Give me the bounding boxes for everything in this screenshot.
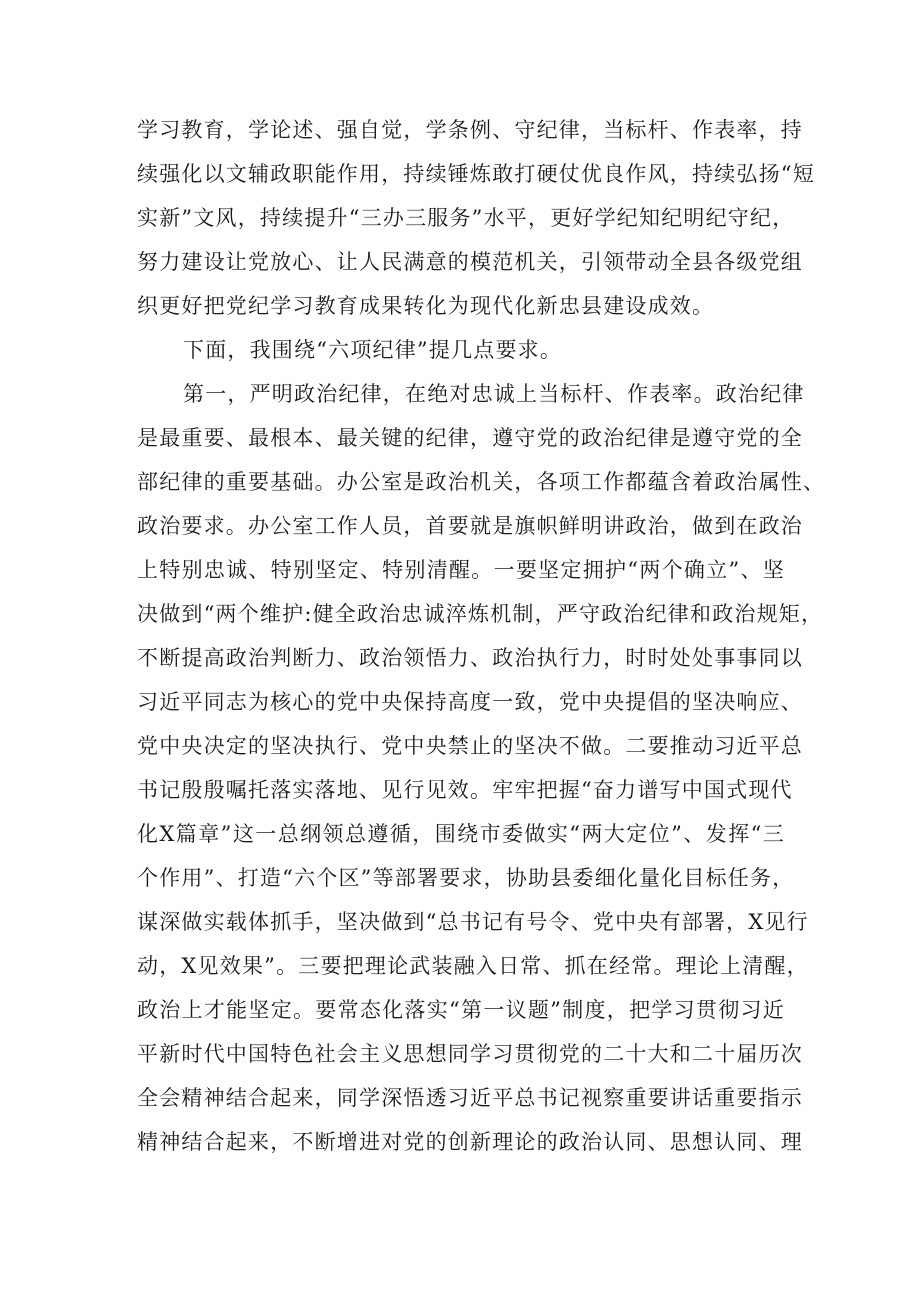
text-line: 上特别忠诚、特别坚定、特别清醒。一要坚定拥护“两个确立”、坚 [137,558,785,582]
text-line: 续强化以文辅政职能作用，持续锤炼敢打硬仗优良作风，持续弘扬“短 [137,162,815,186]
text-line: 是最重要、最根本、最关键的纪律，遵守党的政治纪律是遵守党的全 [137,426,803,450]
text-line: 谋深做实载体抓手，坚决做到“总书记有号令、党中央有部署，X见行 [137,910,809,934]
text-line: 努力建设让党放心、让人民满意的模范机关，引领带动全县各级党组 [137,250,803,274]
text-line: 党中央决定的坚决执行、党中央禁止的坚决不做。二要推动习近平总 [137,734,803,758]
text-line: 织更好把党纪学习教育成果转化为现代化新忠县建设成效。 [137,294,715,318]
text-line: 政治上才能坚定。要常态化落实“第一议题”制度，把学习贯彻习近 [137,998,785,1022]
text-line: 政治要求。办公室工作人员，首要就是旗帜鲜明讲政治，做到在政治 [137,514,803,538]
text-line: 不断提高政治判断力、政治领悟力、政治执行力，时时处处事事同以 [137,646,803,670]
text-line: 精神结合起来，不断增进对党的创新理论的政治认同、思想认同、理 [137,1130,803,1154]
text-line: 全会精神结合起来，同学深悟透习近平总书记视察重要讲话重要指示 [137,1086,803,1110]
text-line: 学习教育，学论述、强自觉，学条例、守纪律，当标杆、作表率，持 [137,118,803,142]
text-line: 动，X见效果”。三要把理论武装融入日常、抓在经常。理论上清醒， [137,954,809,978]
text-line: 书记殷殷嘱托落实落地、见行见效。牢牢把握“奋力谱写中国式现代 [137,778,793,802]
text-line: 决做到“两个维护:健全政治忠诚淬炼机制，严守政治纪律和政治规矩， [137,602,824,626]
text-line: 第一，严明政治纪律，在绝对忠诚上当标杆、作表率。政治纪律 [183,382,805,406]
document-body [137,108,826,1164]
paragraph-intro [137,328,785,372]
text-line: 习近平同志为核心的党中央保持高度一致，党中央提倡的坚决响应、 [137,690,803,714]
paragraph-first-point [137,372,826,1164]
text-line: 下面，我围绕“六项纪律”提几点要求。 [183,338,563,362]
text-line: 化X篇章”这一总纲领总遵循，围绕市委做实“两大定位”、发挥“三 [137,822,785,846]
text-line: 平新时代中国特色社会主义思想同学习贯彻党的二十大和二十届历次 [137,1042,803,1066]
text-line: 实新”文风，持续提升“三办三服务”水平，更好学纪知纪明纪守纪， [137,206,795,230]
paragraph-continuation [137,108,815,328]
text-line: 部纪律的重要基础。办公室是政治机关，各项工作都蕴含着政治属性、 [137,470,826,494]
text-line: 个作用”、打造“六个区”等部署要求，协助县委细化量化目标任务， [137,866,795,890]
